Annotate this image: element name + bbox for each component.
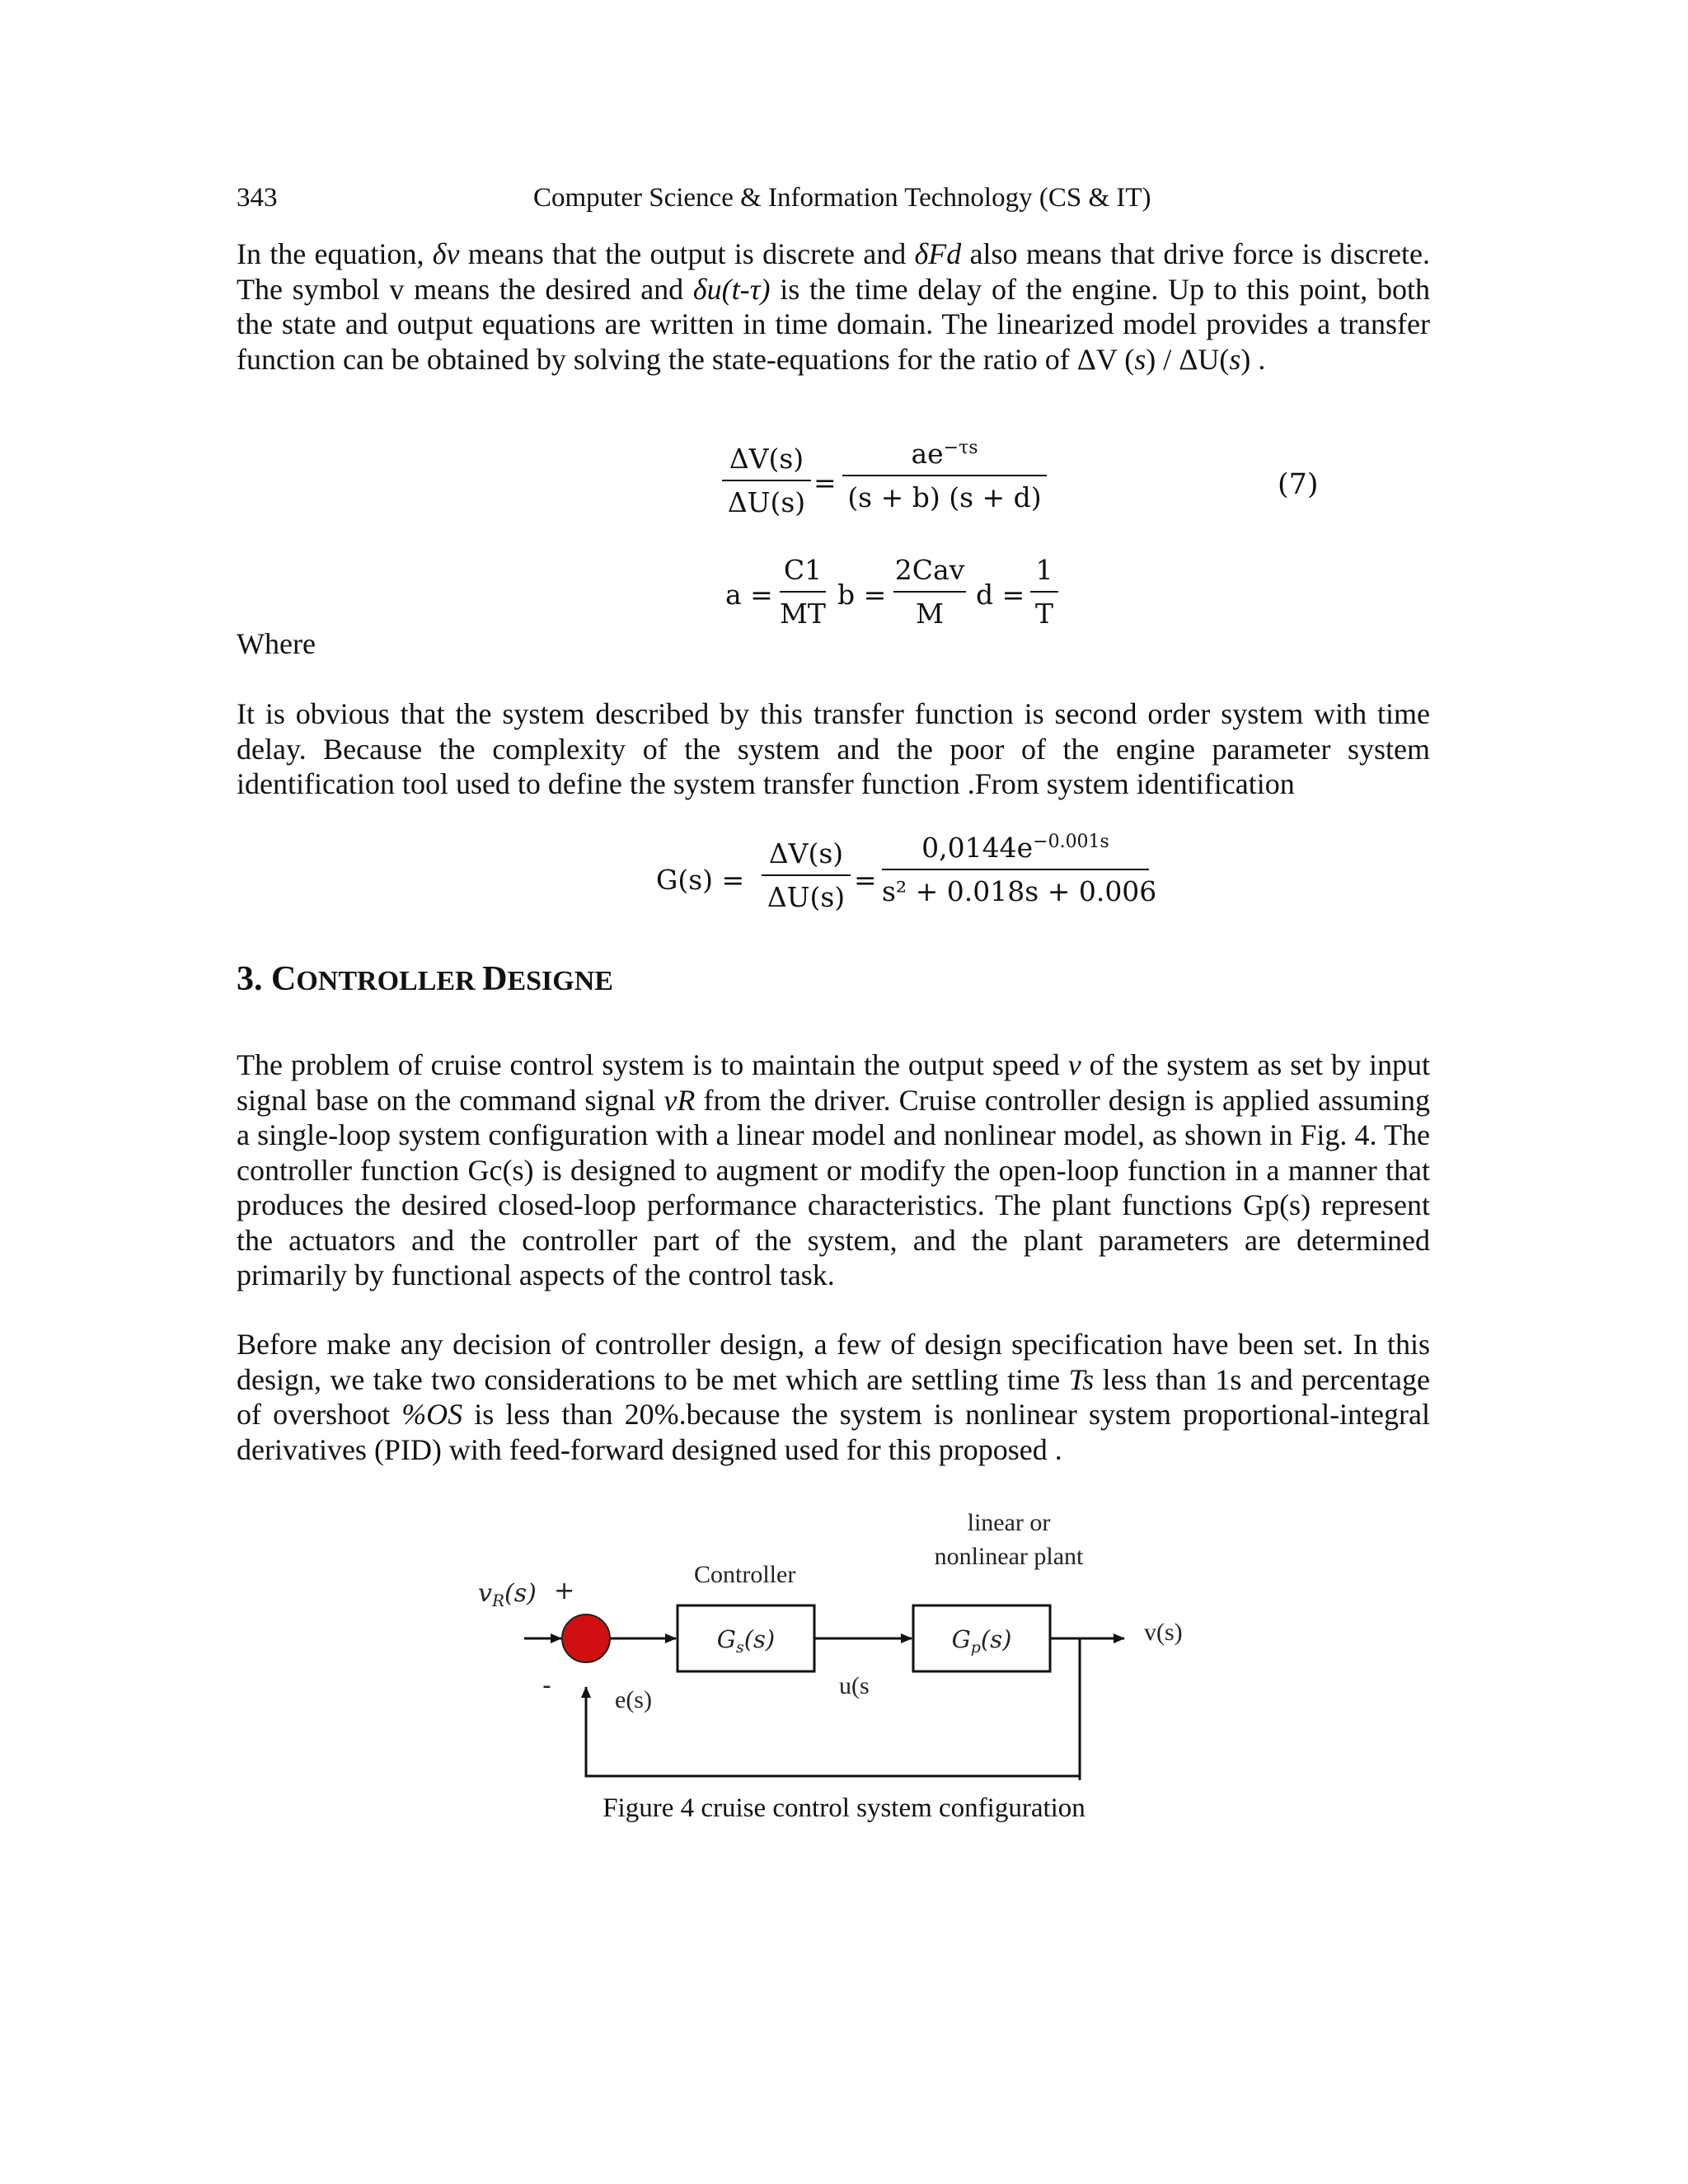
paragraph-specifications: Before make any decision of controller design, a few of design specification have been set. In this design, we take two considerations to be met which are settling time Ts less than 1s and percentage of overshoot %OS is less than 20%.because the system is nonlinear system proportional-integral derivatives (PID) with feed-forward designed used for this proposed . [237,1328,1431,1466]
eq-g-fraction-1: ΔV(s) ΔU(s) [762,837,851,913]
controller-label: Controller [694,1561,796,1588]
page-number: 343 [237,183,278,213]
summing-junction [562,1615,610,1662]
error-label: e(s) [615,1686,652,1713]
param-a-label: a = [725,579,773,611]
eq-g-equals: = [854,864,877,896]
section-heading: 3. CONTROLLER DESIGNE [237,960,613,998]
param-d-label: d = [976,579,1025,611]
paragraph-problem: The problem of cruise control system is to maintain the output speed v of the system as set by input signal base on the command signal vR from the driver. Cruise controller design is applied assuming a single-loop system configuration with a linear model and nonlinear model, as shown in Fig. 4. The controller function Gc(s) is designed to augment or modify the open-loop function in a manner that produces the desired closed-loop performance characteristics. The plant functions Gp(s) represent the actuators and the controller part of the system, and the plant parameters are determined primarily by functional aspects of the control task. [237,1048,1431,1291]
paragraph-transfer-function: It is obvious that the system described by this transfer function is second order system with time delay. Because the complexity of the system and the poor of the engine parameter system identification tool used to define the system transfer function .From system identification [237,697,1430,800]
eq7-equals: = [814,466,837,499]
param-d-fraction: 1 T [1030,554,1058,630]
plus-sign: + [554,1577,575,1605]
minus-sign: - [542,1671,551,1700]
plant-label-line1: linear or [967,1509,1051,1536]
param-b-fraction: 2Cav M [894,554,965,630]
eq7-rhs-fraction: $ae^{-\tau s}$ (s + b) (s + d) [842,438,1047,513]
paragraph-intro: In the equation, δv means that the output is discrete and δFd also means that drive force is discrete. The symbol v means the desired and δu(t-τ) is the time delay of the engine. Up to this point, both the state and output equations are written in time domain. The linearized model provides a transfer function can be obtained by solving the state-equations for the ratio of ΔV (s) / ΔU(s) . [237,237,1430,376]
eq-g-fraction-2: $0,0144e^{-0.001s}$ s² + 0.018s + 0.006 [882,832,1157,907]
eq7-lhs-fraction: ΔV(s) ΔU(s) [722,443,811,518]
param-a-fraction: C1 MT [780,554,826,630]
controller-transfer-function: $G_s(s)$ [716,1625,776,1657]
control-signal-label: u(s [839,1672,870,1699]
where-label: Where [237,627,316,660]
eq-g-lhs: G(s) = [656,864,745,896]
input-label: $v_R(s)$ [478,1579,537,1610]
journal-title: Computer Science & Information Technology (CS & IT) [533,183,1151,213]
param-b-label: b = [837,579,887,611]
equation-number: (7) [1278,468,1319,501]
output-label: v(s) [1144,1619,1183,1646]
plant-transfer-function: $G_p(s)$ [951,1625,1012,1657]
plant-label-line2: nonlinear plant [934,1543,1084,1570]
figure-caption: Figure 4 cruise control system configuration [603,1793,1085,1823]
